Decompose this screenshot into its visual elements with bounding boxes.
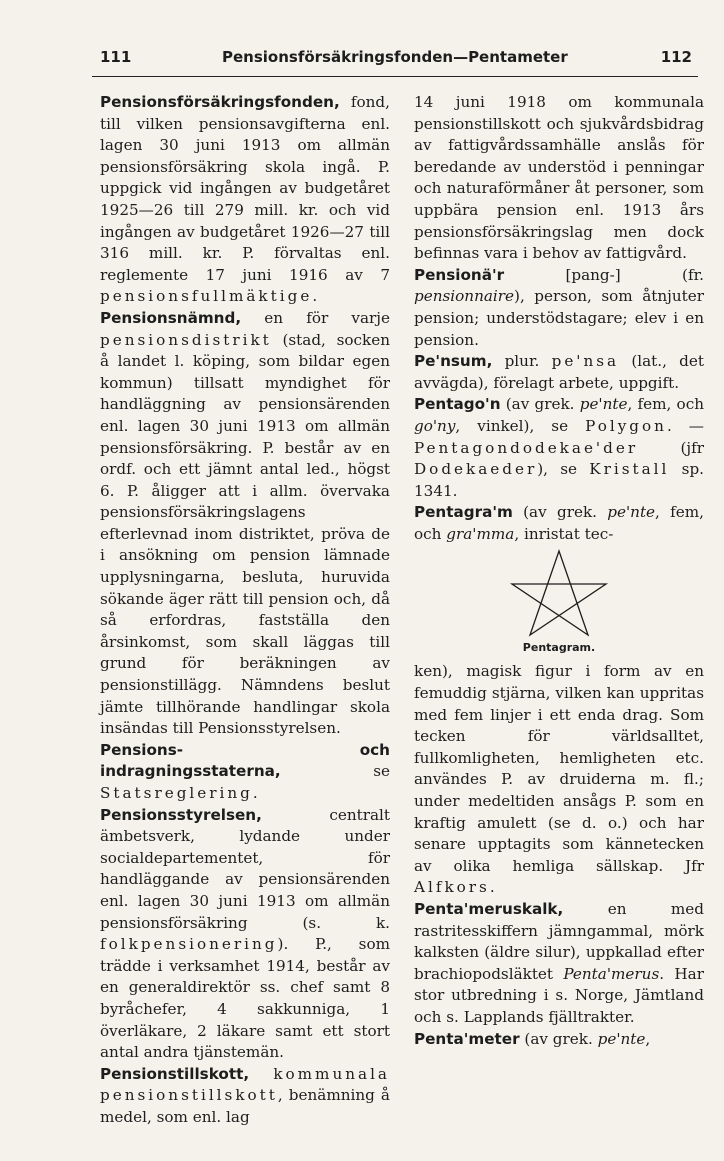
running-header [92,48,698,72]
entry-text: (av grek. [500,395,580,414]
italic-term: pensionnaire [414,287,515,306]
entry-text: , benämning å medel, som enl. lag [100,1086,390,1126]
entry-text: (stad, socken å landet l. köping, som bildar egen kommun) tillsatt myndighet för handläggning av pensionsärenden enl. lagen 30 juni 1913 om allmän pensionsförsäkring. P. består av en ordf. och ett jämnt antal led., högst 6. P. åligger att i allm. övervaka pensionsförsäkringslagens efterlevnad inom distriktet, pröva de i ansökning om pension lämnade upplysningarna, besluta, huruvida sökande äger rätt till pension och, då så erfordras, fastställa den årsinkomst, som skall läggas till grund för beräkningen av pensionstillägg. Nämndens beslut jämte tillhörande handlingar skola insändas till Pensionsstyrelsen. [100,330,390,738]
header-rule [92,76,698,77]
entry-text: , [645,1029,651,1048]
page-number-right: 112 [660,48,692,66]
entry-pensionstillskott-continued [414,92,704,265]
entry-text: plur. [492,352,552,371]
headword: Pensionsnämnd, [100,308,242,327]
entry-text: . [312,287,318,306]
spaced-term: pensionsfullmäktige [100,287,313,306]
headword: Pensionstillskott, [100,1064,250,1083]
entry-text: (av grek. [519,1029,598,1048]
cross-reference: Dodekaeder [414,460,538,479]
entry-text: ), se [537,460,590,479]
entry-text: (av grek. [512,503,608,522]
entry-pentagram [414,502,704,545]
entry-text: (lat., det avvägda), förelagt arbete, uppgift. [414,352,704,392]
entry-text: , fem, och [627,395,704,414]
entry-text: fond, till vilken pensionsavgifterna enl. lagen 30 juni 1913 om allmän pensionsförsäkring skola ingå. P. uppgick vid ingången av budgetåret 1925—26 till 279 mill. kr. och vid ingången av budgetåret 1926—27 till 316 mill. kr. P. förvaltas enl. reglemente 17 juni 1916 av 7 [100,93,390,284]
cross-reference: Kristall [589,460,670,479]
headword: Penta'meruskalk, [414,900,564,918]
running-title: Pensionsförsäkringsfonden—Pentameter [222,48,568,66]
italic-term: pe'nte [597,1029,646,1048]
headword: Pensionä'r [414,265,505,284]
entry-pensionsnamnd [100,308,390,740]
cross-reference: Polygon [585,416,667,435]
entry-pensionsstyrelsen [100,805,390,1064]
headword: Penta'meter [414,1029,520,1048]
entry-pentagon [414,394,704,502]
cross-reference: Statsreglering [100,784,253,802]
spaced-term: kommunala pensionstillskott [100,1064,390,1105]
headword: Pentagra'm [414,503,513,522]
entry-text: 14 juni 1918 om kommunala pensionstillskott och sjukvårdsbidrag av fattigvårdssamhälle anslås för beredande av understöd i penningar och naturaförmåner åt personer, som uppbära pension enl. 1913 års pensionsförsäkringslag men dock befinnas vara i behov av fattigvård. [414,93,704,263]
headword: Pensionsförsäkringsfonden, [100,93,340,111]
entry-text: . Har stor utbredning i s. Norge, Jämtland och s. Lapplands fjälltrakter. [414,964,704,1026]
headword: Pentago'n [414,395,501,414]
entry-text: ). P., som trädde i verksamhet 1914, består av en generaldirektör ss. chef samt 8 byråchefer, 4 sakkunniga, 1 överläkare, 2 läkare samt ett stort antal andra tjänstemän. [100,935,390,1062]
entry-text: ken), magisk figur i form av en femuddig stjärna, vilken kan uppritas med fem linjer i ett enda drag. Som tecken för världsalltet, fullkomligheten, hemligheten etc. användes P. av druiderna m. fl.; under medeltiden ansågs P. som en kraftig amulett (se d. o.) och har senare upptagits som kännetecken av olika hemliga sällskap. Jfr [414,662,704,875]
spaced-term: pensionsdistrikt [100,330,272,349]
entry-text: sp. 1341. [414,460,704,500]
headword: Pe'nsum, [414,352,493,371]
entry-text: . [252,784,258,802]
entry-text: en med rastritesskiffern jämngammal, mörk kalksten (äldre silur), uppkallad efter brachiopodsläktet [414,900,704,983]
entry-text: se [280,762,390,781]
entry-text: , inristat tec- [514,524,614,543]
headword: Pensionsstyrelsen, [100,805,262,824]
spaced-term: folkpensionering [100,935,278,954]
entry-text: [pang-] (fr. [504,265,704,284]
headword: Pensions- och indragningsstaterna, [100,740,390,781]
entry-text [249,1065,273,1083]
italic-term: gra'mma [446,524,515,543]
entry-pensum [414,351,704,394]
entry-text: ), person, som åtnjuter pension; understödstagare; elev i en pension. [414,287,704,349]
cross-reference: Alfkors [414,878,490,897]
right-column [414,92,704,1050]
entry-text: , fem, och [414,503,705,543]
entry-pentagram-continued [414,661,704,899]
italic-term: Penta'merus [563,964,660,983]
figure-caption: Pentagram. [522,641,596,655]
spaced-term: pe'nsa [551,352,620,371]
italic-term: pe'nte [607,503,656,522]
entry-text: centralt ämbetsverk, lydande under socialdepartementet, för handläggande av pensionsärenden enl. lagen 30 juni 1913 om allmän pensionsförsäkring (s. k. [100,805,390,932]
italic-term: pe'nte [579,395,628,414]
pentagram-figure [414,545,704,661]
entry-text: . — [666,416,704,435]
entry-text: (jfr [638,438,704,457]
entry-pensions-och-indragningsstaterna [100,740,390,805]
entry-pentameruskalk [414,899,704,1029]
page-number-left: 111 [100,48,132,66]
entry-text: , vinkel), se [455,416,586,435]
entry-text: . [489,878,495,897]
entry-text: en för varje [241,308,390,327]
italic-term: go'ny [414,416,456,435]
entry-pentameter [414,1029,704,1051]
spaced-term: Pentagondodekae'der [414,438,639,457]
entry-pensionsforsakringsfonden [100,92,390,308]
left-column [100,92,390,1129]
entry-pensionstillskott [100,1064,390,1129]
pentagram-icon [504,547,614,639]
entry-pensionar [414,265,704,351]
